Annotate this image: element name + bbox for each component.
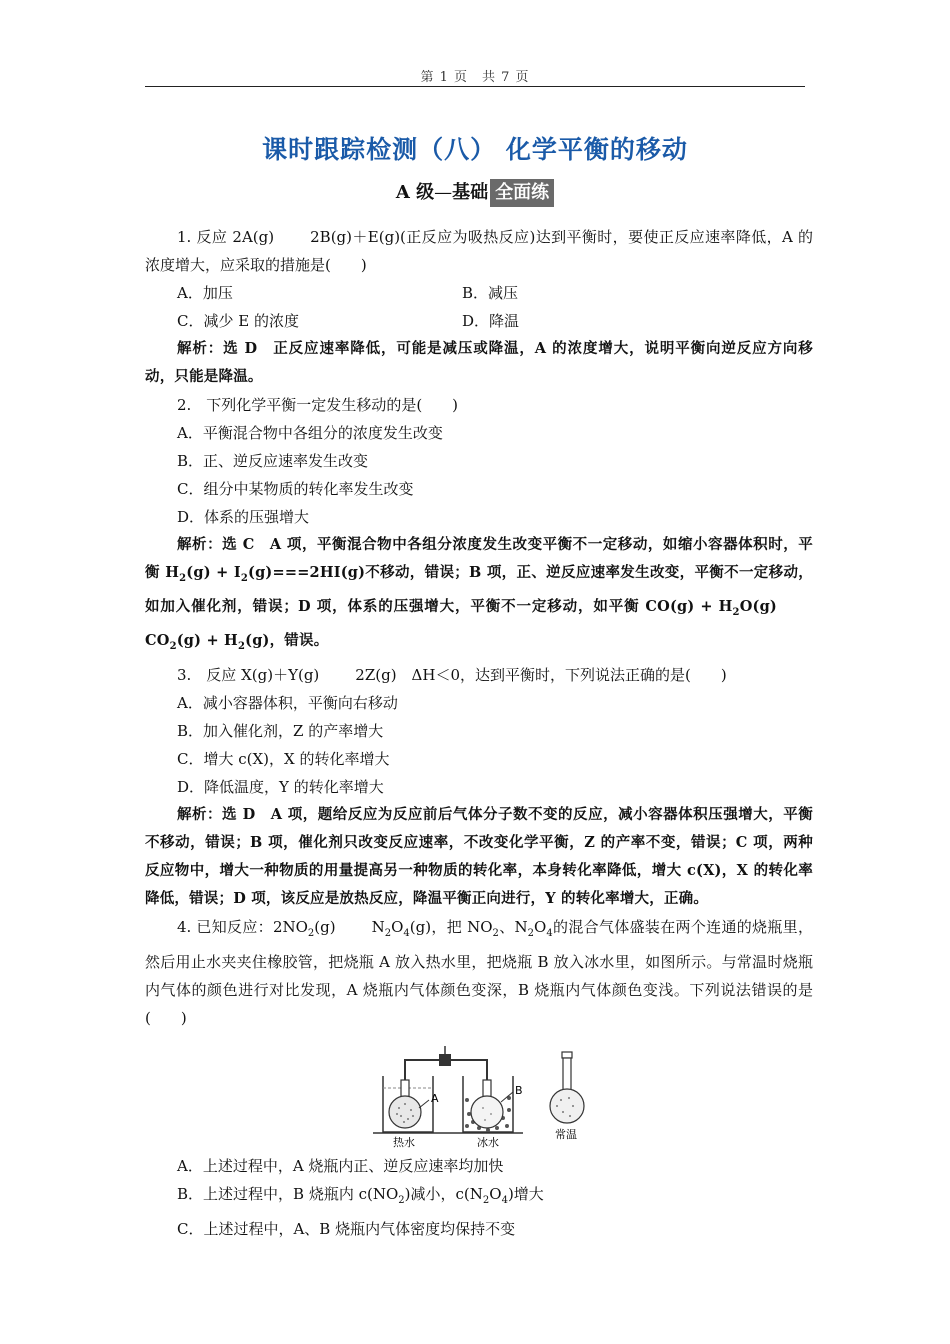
q1-stem-part-a: 1. 反应 2A(g) <box>177 228 275 246</box>
subscript: 2 <box>527 927 535 939</box>
q1-stem-part-b: 2B(g)＋E(g)(正反应为吸热反应)达到平衡时，要使正反应速率降低，A 的浓度增大，应采取的措施是( ) <box>145 228 814 274</box>
fig-label-ice: 冰水 <box>477 1135 499 1148</box>
page-title: 课时跟踪检测（八） 化学平衡的移动 <box>262 135 688 164</box>
subscript: 4 <box>501 1194 508 1206</box>
q4-stem-text: (g) <box>314 917 336 936</box>
q4-stem-text: N <box>371 917 385 936</box>
q4-option-b-text: )减小，c(N <box>404 1184 483 1203</box>
q1-stem <box>145 223 813 279</box>
subscript: 2 <box>398 1194 405 1206</box>
q1-analysis: 解析：选 D 正反应速率降低，可能是减压或降温，A 的浓度增大，说明平衡向逆反应方向移动，只能是降温。 <box>145 340 813 385</box>
q4-stem-text: 的混合气体盛装在两个连通的烧瓶里，然后用止水夹夹住橡胶管，把烧瓶 A 放入热水里，把烧瓶 B 放入冰水里，如图所示。与常温时烧瓶内气体的颜色进行对比发现，A 烧瓶内气体颜色变深，B 烧瓶内气体颜色变浅。下列说法错误的是( ) <box>145 917 813 1027</box>
subscript: 4 <box>403 927 410 939</box>
q4-option-b-text: )增大 <box>507 1184 544 1203</box>
q4-option-b-text: B．上述过程中，B 烧瓶内 c(NO <box>177 1184 399 1203</box>
level-heading <box>145 178 805 207</box>
q1-option-a: A．加压 <box>177 284 233 302</box>
level-box: 全面练 <box>490 179 554 207</box>
header-divider <box>145 86 805 87</box>
q4-stem-text: O <box>534 917 547 936</box>
q4-stem-text: 4. 已知反应：2NO <box>177 917 308 936</box>
q2-analysis <box>145 531 813 661</box>
fig-label-room: 常温 <box>555 1127 577 1141</box>
q3-analysis: 解析：选 D A 项，题给反应为反应前后气体分子数不变的反应，减小容器体积压强增大，平衡不移动，错误；B 项，催化剂只改变反应速率，不改变化学平衡，Z 的产率不变，错误；C 项，两种反应物中，增大一种物质的用量提高另一种物质的转化率，本身转化率降低，增大 c(X)，X 的转化率降低，错误；D 项，该反应是放热反应，降温平衡正向进行，Y 的转化率增大，正确。 <box>145 805 813 907</box>
q2-analysis-text: (g) + I <box>186 564 241 581</box>
fig-label-a: A <box>431 1091 439 1105</box>
q2-analysis-text: (g)，错误。 <box>245 631 329 649</box>
level-middle: 基础 <box>452 182 489 203</box>
q1-options-row-2 <box>145 307 813 335</box>
level-dash: — <box>434 182 453 203</box>
subscript: 2 <box>384 927 392 939</box>
q4-option-b <box>145 1180 813 1215</box>
q2-stem: 2. 下列化学平衡一定发生移动的是( ) <box>177 396 459 414</box>
q3-option-b: B．加入催化剂，Z 的产率增大 <box>177 721 384 740</box>
q2-analysis-text: (g) + H <box>176 631 238 649</box>
subscript: 4 <box>546 927 553 939</box>
subscript: 2 <box>492 927 499 939</box>
q3-option-a: A．减小容器体积，平衡向右移动 <box>177 693 398 712</box>
subscript: 2 <box>169 640 177 652</box>
q2-analysis-text: O(g) <box>739 597 777 615</box>
subscript: 2 <box>482 1194 490 1206</box>
q2-option-d: D．体系的压强增大 <box>177 508 310 526</box>
subscript: 2 <box>179 572 187 584</box>
q1-options-row-1 <box>145 279 813 307</box>
q1-option-c: C．减少 E 的浓度 <box>177 312 299 330</box>
q3-option-d: D．降低温度，Y 的转化率增大 <box>177 777 384 796</box>
q4-stem-text: 、N <box>498 917 528 936</box>
subscript: 2 <box>240 572 249 584</box>
fig-label-b: B <box>515 1083 523 1097</box>
level-prefix: A 级 <box>395 182 435 203</box>
q4-stem-text: (g)，把 NO <box>409 917 493 936</box>
q2-analysis-text: (g)===2HI(g)不移动，错误；B 项，正、逆反应速率发生改变，平衡不一定移动，如加入催化剂，错误；D 项，体系的压强增大，平衡不一定移动，如平衡 CO(g) + H <box>145 564 813 615</box>
q2-analysis-text: 解析：选 C A 项，平衡混合物中各组分浓度发生改变平衡不一定移动，如缩小容器体积时，平衡 H <box>145 536 813 581</box>
question-list <box>145 223 813 1243</box>
q3-option-c: C．增大 c(X)，X 的转化率增大 <box>177 749 390 768</box>
q1-option-d: D．降温 <box>462 312 520 330</box>
q2-option-c: C．组分中某物质的转化率发生改变 <box>177 480 414 498</box>
q3-stem-part-a: 3. 反应 X(g)＋Y(g) <box>177 665 320 684</box>
q2-analysis-text: CO <box>145 631 170 649</box>
subscript: 2 <box>307 927 315 939</box>
q4-option-c: C．上述过程中，A、B 烧瓶内气体密度均保持不变 <box>177 1219 516 1238</box>
subscript: 2 <box>237 640 246 652</box>
page-header: 第 1 页 共 7 页 <box>420 70 530 85</box>
q4-option-b-text: O <box>489 1184 502 1203</box>
q2-option-b: B．正、逆反应速率发生改变 <box>177 452 369 470</box>
flask-apparatus-figure <box>373 1040 623 1148</box>
fig-label-hot: 热水 <box>393 1135 415 1148</box>
q4-stem-text: O <box>391 917 404 936</box>
q3-stem-part-b: 2Z(g) ΔH＜0，达到平衡时，下列说法正确的是( ) <box>355 665 727 684</box>
subscript: 2 <box>732 606 740 618</box>
q4-stem <box>145 913 813 1032</box>
q1-option-b: B．减压 <box>462 284 519 302</box>
q4-option-a: A．上述过程中，A 烧瓶内正、逆反应速率均加快 <box>177 1156 504 1175</box>
q3-stem <box>145 661 813 689</box>
q2-option-a: A．平衡混合物中各组分的浓度发生改变 <box>177 424 443 442</box>
